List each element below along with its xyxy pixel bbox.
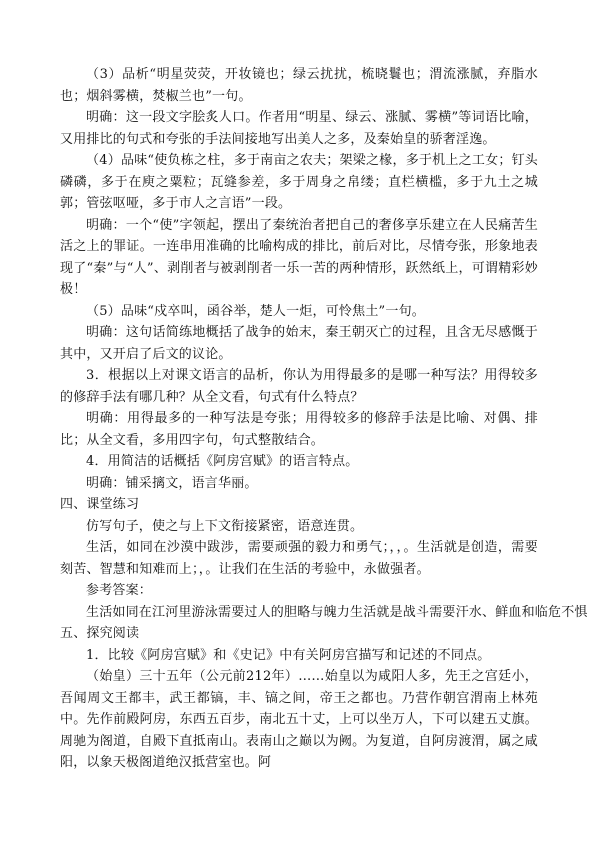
paragraph-3-analysis-prompt: （3）品析“明星荧荧，开妆镜也；绿云扰扰，梳晓鬟也；渭流涨腻，弃脂水也；烟斜雾横，焚椒兰也”一句。 bbox=[60, 67, 538, 104]
section-heading-classroom-practice: 四、课堂练习 bbox=[60, 497, 140, 512]
section-heading-inquiry-reading: 五、探究阅读 bbox=[60, 626, 140, 641]
paragraph-5-answer: 明确：这句话简练地概括了战争的始末，秦王朝灭亡的过程，且含无尽感慨于其中，又开启了后文的议论。 bbox=[60, 325, 538, 362]
paragraph-3-answer: 明确：这一段文字脍炙人口。作者用“明星、绿云、涨腻、雾横”等词语比喻，又用排比的句式和夸张的手法间接地写出美人之多，及秦始皇的骄奢淫逸。 bbox=[60, 110, 538, 147]
question-4-answer: 明确：铺采摛文，语言华丽。 bbox=[86, 475, 258, 491]
document-page bbox=[60, 64, 588, 774]
reference-answer-text: 生活如同在江河里游泳需要过人的胆略与魄力生活就是战斗需要汗水、鲜血和临危不惧 bbox=[86, 604, 588, 620]
exercise-sentence: 生活，如同在沙漠中跋涉，需要顽强的毅力和勇气；，，。生活就是创造，需要刻苦、智慧和知难而上；，。让我们在生活的考验中，永做强者。 bbox=[60, 540, 538, 577]
inquiry-question-1: 1．比较《阿房宫赋》和《史记》中有关阿房宫描写和记述的不同点。 bbox=[86, 647, 491, 663]
question-3: 3．根据以上对课文语言的品析，你认为用得最多的是哪一种写法？用得较多的修辞手法有哪几种？从全文看，句式有什么特点？ bbox=[60, 368, 538, 405]
question-3-answer: 明确：用得最多的一种写法是夸张；用得较多的修辞手法是比喻、对偶、排比；从全文看，多用四字句，句式整散结合。 bbox=[60, 411, 538, 448]
exercise-instruction: 仿写句子，使之与上下文衔接紧密，语意连贯。 bbox=[86, 518, 364, 534]
paragraph-4-answer: 明确：一个“使”字领起，摆出了秦统治者把自己的奢侈享乐建立在人民痛苦生活之上的罪证。一连串用准确的比喻构成的排比，前后对比，尽情夸张，形象地表现了“秦”与“人”、剥削者与被剥削者一乐一苦的两种情形，跃然纸上，可谓精彩妙极！ bbox=[60, 217, 538, 297]
shiji-excerpt: （始皇）三十五年（公元前212年）……始皇以为咸阳人多，先王之宫廷小，吾闻周文王都丰，武王都镐，丰、镐之间，帝王之都也。乃营作朝宫渭南上林苑中。先作前殿阿房，东西五百步，南北五十丈，上可以坐万人，下可以建五丈旗。周驰为阁道，自殿下直抵南山。表南山之巅以为阙。为复道，自阿房渡渭，属之咸阳，以象天极阁道绝汉抵营室也。阿 bbox=[60, 669, 538, 770]
question-4: 4．用简洁的话概括《阿房宫赋》的语言特点。 bbox=[86, 454, 359, 469]
paragraph-5-analysis-prompt: （5）品味“戍卒叫，函谷举，楚人一炬，可怜焦土”一句。 bbox=[86, 303, 425, 319]
paragraph-4-analysis-prompt: （4）品味“使负栋之柱，多于南亩之农夫；架梁之椽，多于机上之工女；钉头磷磷，多于在庾之粟粒；瓦缝参差，多于周身之帛缕；直栏横槛，多于九土之城郭；管弦呕哑，多于市人之言语”一段。 bbox=[60, 153, 538, 211]
reference-answer-label: 参考答案： bbox=[86, 583, 153, 598]
